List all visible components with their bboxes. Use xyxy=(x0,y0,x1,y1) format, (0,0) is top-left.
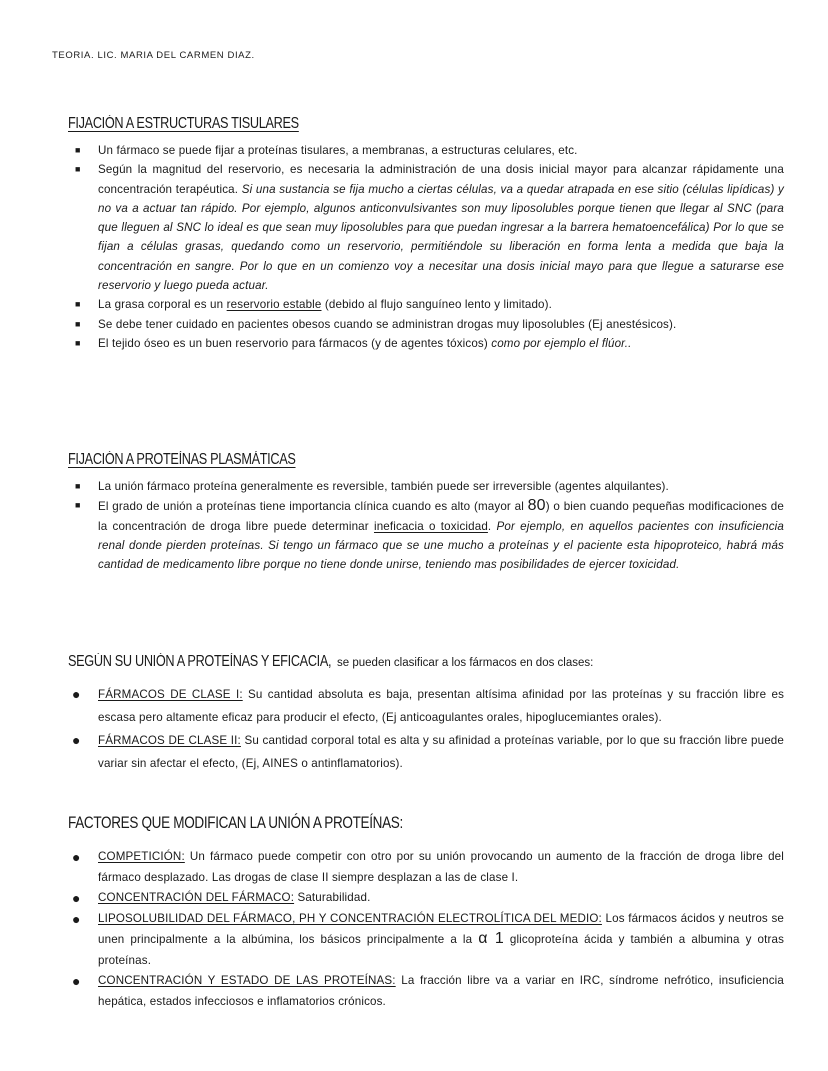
list-item: ● COMPETICIÓN: Un fármaco puede competir con otro por su unión provocando un aumento de la fracción de droga libre del fármaco desplazado. Las drogas de clase II siempre desplazan a las de clase I. xyxy=(72,849,784,884)
factor-label: LIPOSOLUBILIDAD DEL FÁRMACO, PH Y CONCENTRACIÓN ELECTROLÍTICA DEL MEDIO: xyxy=(98,911,602,925)
section-title: FACTORES QUE MODIFICAN LA UNIÓN A PROTEÍNAS: xyxy=(68,814,403,832)
italic-explanation: Si una sustancia se fija mucho a ciertas células, va a quedar atrapada en ese sitio (células lipídicas) y no va a actuar tan rápido. Por ejemplo, algunos anticonvulsivantes son muy liposolubles porque tienen que llegar al SNC (para que lleguen al SNC lo ideal es que sean muy liposolubles para que puedan ingresar a la barrera hematoencefálica) Por lo que se fijan a células grasas, quedando como un reservorio, permitiéndole su liberación en forma lenta a medida que baja la concentración en sangre. Por lo que en un comienzo voy a necesitar una dosis inicial mayo para que llegue a saturarse ese reservorio y luego pueda actuar. xyxy=(98,182,784,293)
section-factores xyxy=(68,813,784,1012)
dot-bullet-icon: ● xyxy=(72,910,81,927)
list-item: ■ La unión fármaco proteína generalmente es reversible, también puede ser irreversible (agentes alquilantes). xyxy=(68,477,784,496)
dot-bullet-icon: ● xyxy=(72,849,81,865)
italic-explanation: Por ejemplo, en aquellos pacientes con insuficiencia renal donde pierden proteínas. Si tengo un fármaco que se une mucho a proteínas y el paciente esta hipoproteico, habrá más cantidad de medicamento libre porque no tiene donde unirse, teniendo mas posibilidades de ejercer toxicidad. xyxy=(98,519,784,572)
class-label: FÁRMACOS DE CLASE II: xyxy=(98,734,241,747)
section-fijacion-tisular xyxy=(68,113,784,353)
square-bullet-icon: ■ xyxy=(75,500,81,511)
dot-bullet-icon: ● xyxy=(72,973,81,989)
list-item: ■ Se debe tener cuidado en pacientes obesos cuando se administran drogas muy liposolubles (Ej anestésicos). xyxy=(68,315,784,334)
bullet-list xyxy=(68,847,784,1012)
factor-label: CONCENTRACIÓN DEL FÁRMACO: xyxy=(98,891,295,904)
page-header: TEORIA. LIC. MARIA DEL CARMEN DIAZ. xyxy=(52,50,255,61)
section-heading: SEGÚN SU UNIÓN A PROTEÍNAS Y EFICACIA, se pueden clasificar a los fármacos en dos clases: xyxy=(68,653,594,670)
underlined-term: reservorio estable xyxy=(226,298,322,312)
factor-label: CONCENTRACIÓN Y ESTADO DE LAS PROTEÍNAS: xyxy=(98,974,396,987)
bullet-list xyxy=(68,683,784,775)
section-title: SEGÚN SU UNIÓN A PROTEÍNAS Y EFICACIA, xyxy=(68,653,332,670)
class-label: FÁRMACOS DE CLASE I: xyxy=(98,688,243,701)
square-bullet-icon: ■ xyxy=(75,164,81,175)
dot-bullet-icon: ● xyxy=(72,686,81,702)
dot-bullet-icon: ● xyxy=(72,890,81,906)
underlined-term: ineficacia o toxicidad xyxy=(373,519,488,533)
square-bullet-icon: ■ xyxy=(75,299,81,310)
factor-label: COMPETICIÓN: xyxy=(98,850,185,863)
square-bullet-icon: ■ xyxy=(75,318,81,329)
list-item: ■ La grasa corporal es un reservorio estable (debido al flujo sanguíneo lento y limitado). xyxy=(68,295,784,314)
list-item: ■ Según la magnitud del reservorio, es necesaria la administración de una dosis inicial mayor para alcanzar rápidamente una concentración terapéutica. Si una sustancia se fija mucho a ciertas células, va a quedar atrapada en ese sitio (células lipídicas) y no va a actuar tan rápido. Por ejemplo, algunos anticonvulsivantes son muy liposolubles porque tienen que llegar al SNC (para que lleguen al SNC lo ideal es que sean muy liposolubles para que puedan ingresar a la barrera hematoencefálica) Por lo que se fijan a células grasas, quedando como un reservorio, permitiéndole su liberación en forma lenta a medida que baja la concentración en sangre. Por lo que en un comienzo voy a necesitar una dosis inicial mayo para que llegue a saturarse ese reservorio y luego pueda actuar. xyxy=(68,160,784,295)
alpha-symbol: α 1 xyxy=(478,930,504,947)
square-bullet-icon: ■ xyxy=(75,337,81,348)
section-fijacion-plasmatica xyxy=(68,449,784,574)
section-title: FIJACIÓN A PROTEÍNAS PLASMÁTICAS xyxy=(68,451,296,468)
list-item: ■ El tejido óseo es un buen reservorio para fármacos (y de agentes tóxicos) como por ejemplo el flúor.. xyxy=(68,334,784,353)
list-item: ■ El grado de unión a proteínas tiene importancia clínica cuando es alto (mayor al 80) o bien cuando pequeñas modificaciones de la concentración de droga libre puede determinar ineficacia o toxicidad. Por ejemplo, en aquellos pacientes con insuficiencia renal donde pierden proteínas. Si tengo un fármaco que se une mucho a proteínas y el paciente esta hipoproteico, habrá más cantidad de medicamento libre porque no tiene donde unirse, teniendo mas posibilidades de ejercer toxicidad. xyxy=(75,497,785,572)
dot-bullet-icon: ● xyxy=(72,732,81,748)
list-item: ■ Un fármaco se puede fijar a proteínas tisulares, a membranas, a estructuras celulares, etc. xyxy=(68,141,784,160)
section-title: FIJACIÓN A ESTRUCTURAS TISULARES xyxy=(68,115,299,132)
list-item: ● CONCENTRACIÓN Y ESTADO DE LAS PROTEÍNAS: La fracción libre va a variar en IRC, síndrome nefrótico, insuficiencia hepática, estados infecciosos e inflamatorios crónicos. xyxy=(72,973,784,1008)
square-bullet-icon: ■ xyxy=(75,481,81,491)
bullet-list xyxy=(68,141,784,353)
list-item: ● CONCENTRACIÓN DEL FÁRMACO: Saturabilidad. xyxy=(68,888,784,909)
square-bullet-icon: ■ xyxy=(75,145,81,155)
list-item: ● FÁRMACOS DE CLASE II: Su cantidad corporal total es alta y su afinidad a proteínas variable, por lo que su fracción libre puede variar sin afectar el efecto, (Ej, AINES o antinflamatorios). xyxy=(68,729,784,775)
list-item: ● FÁRMACOS DE CLASE I: Su cantidad absoluta es baja, presentan altísima afinidad por las proteínas y su fracción libre es escasa pero altamente eficaz para producir el efecto, (Ej anticoagulantes orales, hipoglucemiantes orales). xyxy=(68,683,784,729)
list-item: ● LIPOSOLUBILIDAD DEL FÁRMACO, PH Y CONCENTRACIÓN ELECTROLÍTICA DEL MEDIO: Los fármacos ácidos y neutros se unen principalmente a la albúmina, los básicos principalmente a la α 1 glicoproteína ácida y también a albumina y otras proteínas. xyxy=(72,910,785,967)
bullet-list xyxy=(68,477,784,574)
section-clases xyxy=(68,651,784,775)
